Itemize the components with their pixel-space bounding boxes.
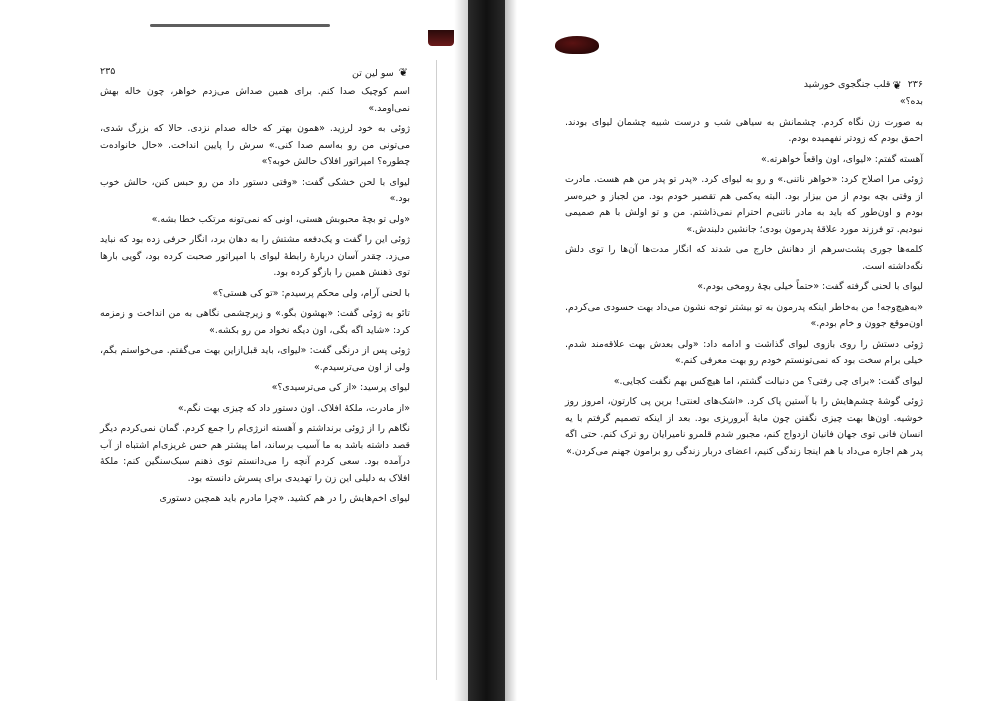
- paragraph: تائو به ژوئی گفت: «بهشون بگو.» و زیرچشمی نگاهی به من انداخت و زمزمه کرد: «شاید اگه بگی، اون دیگه نخواد من رو بکشه.»: [100, 308, 410, 336]
- paragraph: بده؟»: [899, 96, 923, 107]
- book-ornament-icon: ❦: [892, 79, 902, 92]
- paragraph: لیوای گفت: «برای چی رفتی؟ من دنبالت گشتم، اما هیچ‌کس بهم نگفت کجایی.»: [613, 375, 923, 387]
- running-title: قلب جنگجوی خورشید: [803, 79, 891, 90]
- paragraph: لیوای پرسید: «از کی می‌ترسیدی؟»: [271, 382, 410, 393]
- paragraph: «از مادرت، ملکهٔ افلاک. اون دستور داد که چیزی بهت نگم.»: [177, 402, 410, 414]
- right-page-header: [565, 79, 923, 92]
- paragraph: با لحنی آرام، ولی محکم پرسیدم: «تو کی هستی؟»: [212, 287, 410, 299]
- paragraph: ژوئی به خود لرزید. «همون بهتر که خاله صدام نزدی. حالا که بزرگ شدی، می‌تونی من رو به‌اسم صدا کنی.» سرش را پایین انداخت. «حال خانواده‌ت چطوره؟ امپراتور افلاک حالش خوبه؟»: [100, 123, 410, 167]
- right-page-body: [565, 94, 923, 464]
- paragraph: کلمه‌ها جوری پشت‌سرهم از دهانش خارج می شدند که انگار مدت‌ها آن‌ها را توی دلش نگه‌داشته است.: [565, 244, 923, 272]
- paragraph: «به‌هیچ‌وجه! من به‌خاطر اینکه پدرمون به تو بیشتر توجه نشون می‌داد بهت حسودی می‌کردم. اون‌موقع جوون و خام بودم.»: [565, 301, 923, 329]
- right-book-page: [505, 0, 1000, 701]
- page-tab-mark: [555, 36, 599, 54]
- left-book-page: [0, 0, 468, 701]
- paragraph: به صورت زن نگاه کردم. چشمانش به سیاهی شب و درست شبیه چشمان لیوای بودند. احمق بودم که زودتر نفهمیده بودم.: [565, 116, 923, 144]
- paragraph: ژوئی پس از درنگی گفت: «لیوای، باید قبل‌ازاین بهت می‌گفتم. می‌خواستم بگم، ولی از اون می‌ترسیدم.»: [100, 345, 410, 373]
- left-page-header: [100, 66, 410, 79]
- paragraph: «ولی تو بچهٔ محبوبش هستی، اونی که نمی‌تونه مرتکب خطا بشه.»: [151, 213, 410, 225]
- page-edge-line: [436, 60, 437, 680]
- paragraph: ژوئی این را گفت و یک‌دفعه مشتش را به دهان برد، انگار حرفی زده بود که نباید می‌زد. چقدر آسان دربارهٔ رابطهٔ لیوای با امپراتور صحبت کرده بود، گویی بارها توی ذهنش همین را بازگو کرده بود.: [100, 234, 410, 278]
- ink-stroke-top: [150, 24, 330, 27]
- page-number: ۲۳۶: [907, 79, 923, 90]
- left-page-body: [100, 84, 410, 512]
- running-title: ❦ سو لین تن: [351, 66, 408, 79]
- paragraph: ژوئی دستش را روی بازوی لیوای گذاشت و ادامه داد: «ولی بعدش بهت علاقه‌مند شدم. خیلی برام سخت بود که نمی‌تونستم خودم رو بهت معرفی کنم.»: [565, 338, 923, 366]
- paragraph: لیوای با لحن خشکی گفت: «وقتی دستور داد من رو حبس کنن، حالش خوب بود.»: [100, 176, 410, 204]
- book-ornament-icon: ❦: [398, 66, 408, 79]
- page-number: ۲۳۵: [100, 66, 116, 77]
- paragraph: لیوای اخم‌هایش را در هم کشید. «چرا مادرم باید همچین دستوری: [159, 493, 410, 504]
- paragraph: لیوای با لحنی گرفته گفت: «حتماً خیلی بچهٔ رومخی بودم.»: [697, 281, 923, 292]
- paragraph: اسم کوچیک صدا کنم. برای همین صداش می‌زدم خواهر، چون خاله بهش نمی‌اومد.»: [100, 86, 410, 114]
- paragraph: ژوئی مرا اصلاح کرد: «خواهر ناتنی.» و رو به لیوای کرد. «پدر تو پدر من هم هست. مادرت از وقتی بچه بودم از من بیزار بود. البته یه‌کمی هم تقصیر خودم بود. من لجباز و خیره‌سر بودم و اون‌طور که باید به مادر ناتنی‌م احترام نمی‌ذاشتم. من و تو اولش با هم صمیمی نبودیم. تو فرزند مورد علاقهٔ پدرمون بودی؛ جانشین دلبندش.»: [565, 174, 923, 235]
- page-tab-mark: [428, 30, 454, 46]
- paragraph: آهسته گفتم: «لیوای، اون واقعاً خواهرته.»: [760, 153, 923, 165]
- book-gutter: [468, 0, 505, 701]
- paragraph: ژوئی گوشهٔ چشم‌هایش را با آستین پاک کرد. «اشک‌های لعنتی! برین پی کارتون، امروز روز خوشیه. اون‌ها بهت چیزی نگفتن چون مایهٔ آبروریزی بود. بعد از اینکه تصمیم گرفتم با یه انسان فانی توی جهان فانیان ازدواج کنم، مجبور شدم قلمرو نامیرایان رو ترک کنم. حتی اگه پدر هم اجازه می‌داد با هم اینجا زندگی کنیم، اعضای دربار زندگی رو برامون جهنم می‌کردن.»: [565, 396, 923, 457]
- paragraph: نگاهم را از ژوئی برنداشتم و آهسته انرژی‌ام را جمع کردم. گمان نمی‌کردم دیگر قصد داشته باشد به ما آسیب برساند، اما پیشتر هم حس غریزی‌ام اشتباه از آب درآمده بود. سعی کردم آنچه را می‌دانستم توی ذهنم سبک‌سنگین کنم: ملکهٔ افلاک به دلیلی این زن را تهدیدی برای پسرش دانسته بود.: [100, 423, 410, 484]
